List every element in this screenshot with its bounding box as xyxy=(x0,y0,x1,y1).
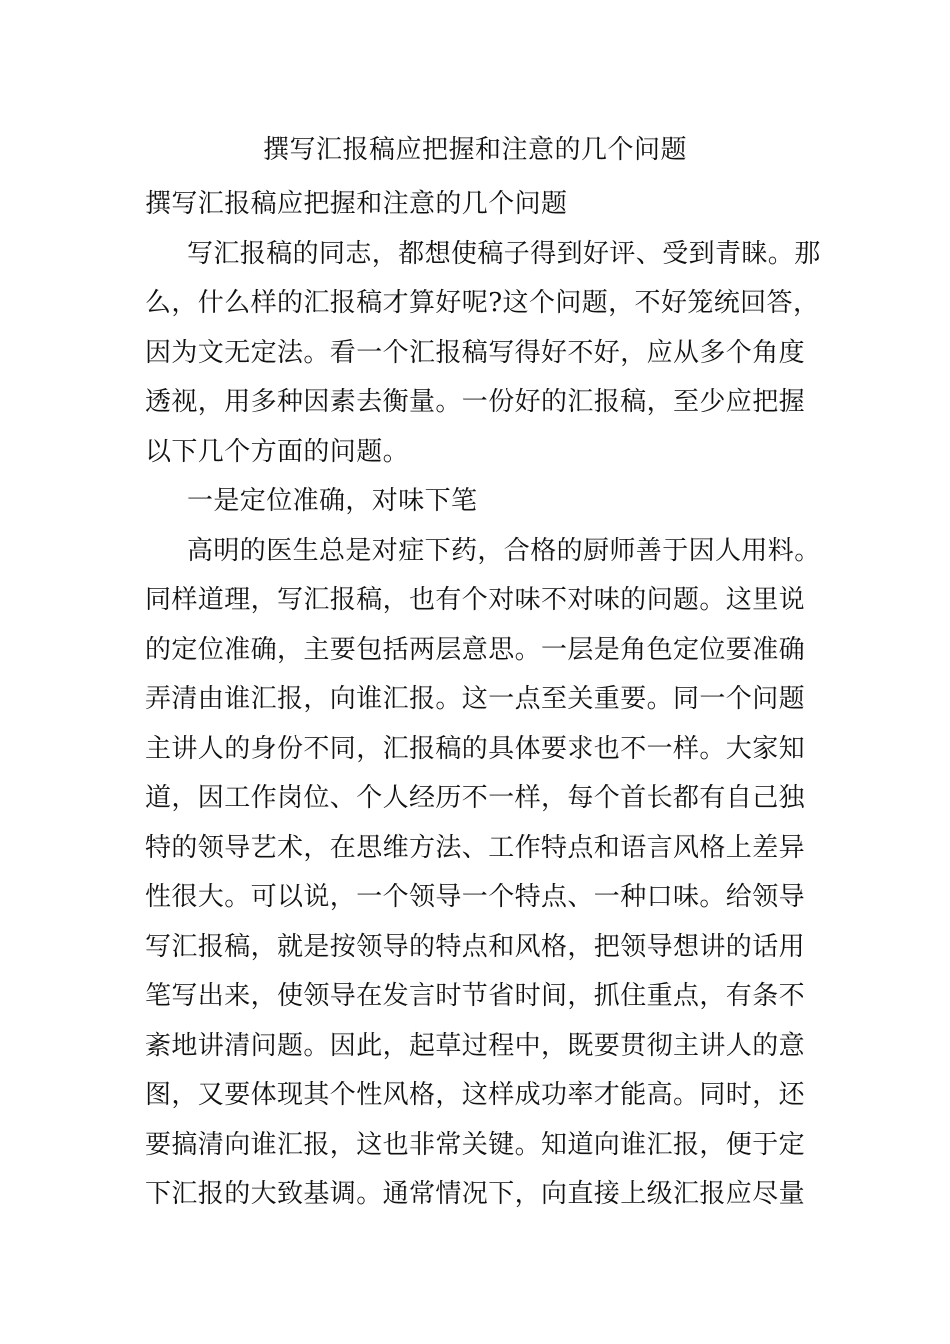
text-line: 性很大。可以说，一个领导一个特点、一种口味。给领导 xyxy=(145,882,806,912)
text-line: 同样道理，写汇报稿，也有个对味不对味的问题。这里说 xyxy=(145,585,806,615)
text-line: 高明的医生总是对症下药，合格的厨师善于因人用料。 xyxy=(187,535,821,566)
text-line: 笔写出来，使领导在发言时节省时间，抓住重点，有条不 xyxy=(145,981,806,1011)
document-body xyxy=(145,180,821,1220)
text-line: 图，又要体现其个性风格，这样成功率才能高。同时，还 xyxy=(145,1080,806,1110)
text-line: 写汇报稿，就是按领导的特点和风格，把领导想讲的话用 xyxy=(145,931,806,962)
text-line: 要搞清向谁汇报，这也非常关键。知道向谁汇报，便于定 xyxy=(145,1129,806,1160)
document-title: 撰写汇报稿应把握和注意的几个问题 xyxy=(262,135,687,165)
text-line: 么，什么样的汇报稿才算好呢?这个问题，不好笼统回答， xyxy=(145,288,820,318)
text-line: 透视，用多种因素去衡量。一份好的汇报稿，至少应把握 xyxy=(145,387,806,417)
text-line: 紊地讲清问题。因此，起草过程中，既要贯彻主讲人的意 xyxy=(145,1030,806,1061)
text-line: 的定位准确，主要包括两层意思。一层是角色定位要准确 xyxy=(145,634,806,665)
subtitle-line: 撰写汇报稿应把握和注意的几个问题 xyxy=(145,189,568,219)
text-line: 一是定位准确，对味下笔 xyxy=(187,486,478,516)
text-line: 弄清由谁汇报，向谁汇报。这一点至关重要。同一个问题 xyxy=(145,684,806,714)
text-line: 道，因工作岗位、个人经历不一样，每个首长都有自己独 xyxy=(145,783,806,813)
text-line: 因为文无定法。看一个汇报稿写得好不好，应从多个角度 xyxy=(145,337,806,368)
text-line: 主讲人的身份不同，汇报稿的具体要求也不一样。大家知 xyxy=(145,733,806,764)
text-line: 写汇报稿的同志，都想使稿子得到好评、受到青睐。那 xyxy=(187,238,821,269)
text-line: 下汇报的大致基调。通常情况下，向直接上级汇报应尽量 xyxy=(145,1179,806,1209)
text-line: 以下几个方面的问题。 xyxy=(145,436,410,467)
text-line: 特的领导艺术，在思维方法、工作特点和语言风格上差异 xyxy=(145,832,806,863)
